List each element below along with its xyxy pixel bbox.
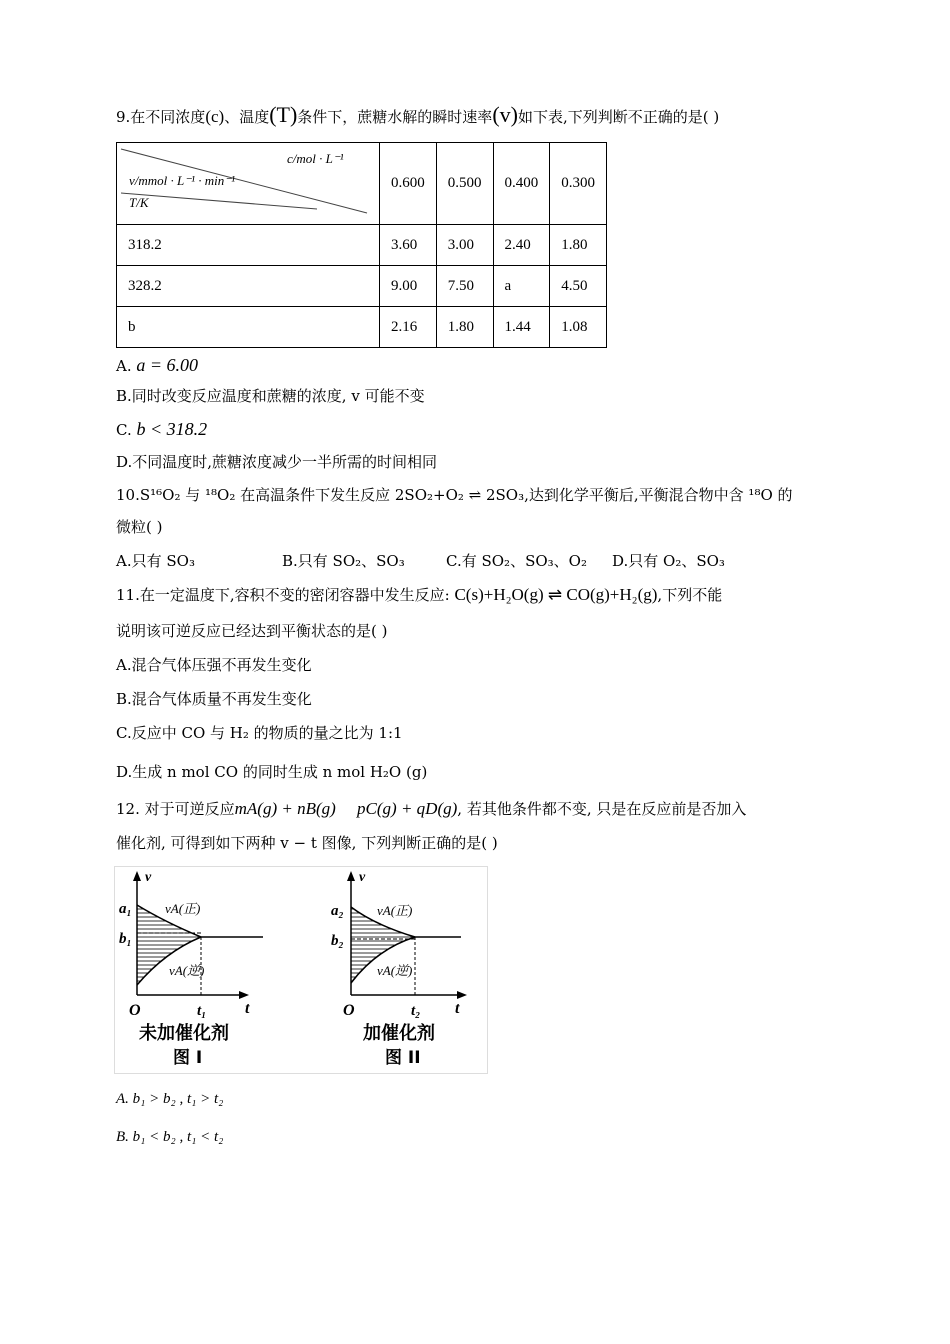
q12-stem-line1: 12. 对于可逆反应mA(g) + nB(g) pC(g) + qD(g), 若其他条件都不变, 只是在反应前是否加入 <box>116 799 747 818</box>
svg-text:vA(逆): vA(逆) <box>377 963 413 978</box>
q12-equation: mA(g) + nB(g) pC(g) + qD(g) <box>234 799 458 818</box>
q10-stem-line1: 10.S¹⁶O₂ 与 ¹⁸O₂ 在高温条件下发生反应 2SO₂+O₂ ⇌ 2SO₃,达到化学平衡后,平衡混合物中含 ¹⁸O 的 <box>116 486 793 504</box>
table-row: b 2.16 1.80 1.44 1.08 <box>117 307 607 348</box>
q9-option-c: C. b < 318.2 <box>116 419 208 439</box>
q11-stem-line1: 11.在一定温度下,容积不变的密闭容器中发生反应: C(s)+H₂O(g) ⇌ CO(g)+H₂(g),下列不能 <box>116 585 723 604</box>
svg-text:v: v <box>359 870 366 885</box>
header-T: T/K <box>129 195 149 210</box>
q12-option-a: A. b₁ > b₂ , t₁ > t₂ <box>116 1091 224 1107</box>
svg-text:图 I: 图 I <box>173 1048 203 1068</box>
svg-text:t: t <box>245 1000 250 1017</box>
svg-text:b₁: b₁ <box>119 931 132 947</box>
svg-text:未加催化剂: 未加催化剂 <box>139 1023 229 1044</box>
svg-text:t₂: t₂ <box>411 1003 421 1019</box>
graph-1 <box>119 870 263 1068</box>
vt-figure <box>114 866 488 1074</box>
svg-text:v: v <box>145 870 152 885</box>
table-row: 328.2 9.00 7.50 a 4.50 <box>117 266 607 307</box>
svg-text:O: O <box>343 1002 355 1019</box>
svg-text:vA(正): vA(正) <box>165 901 201 916</box>
svg-text:O: O <box>129 1002 141 1019</box>
svg-text:a₁: a₁ <box>119 901 132 917</box>
q12-stem-line2: 催化剂, 可得到如下两种 v − t 图像, 下列判断正确的是( ) <box>116 834 498 852</box>
svg-text:t: t <box>455 1000 460 1017</box>
svg-text:b₂: b₂ <box>331 933 344 949</box>
q10-option-a: A.只有 SO₃ <box>116 552 195 570</box>
svg-text:a₂: a₂ <box>331 903 344 919</box>
q11-option-d: D.生成 n mol CO 的同时生成 n mol H₂O (g) <box>116 763 428 781</box>
conc-0: 0.600 <box>380 143 437 225</box>
q9-option-b: B.同时改变反应温度和蔗糖的浓度, v 可能不变 <box>116 387 425 405</box>
header-v: v/mmol · L⁻¹ · min⁻¹ <box>129 173 236 188</box>
q10-option-c: C.有 SO₂、SO₃、O₂ <box>446 552 587 570</box>
graph-2 <box>331 870 467 1068</box>
svg-text:vA(逆): vA(逆) <box>169 963 205 978</box>
diagonal-header-cell <box>117 143 380 225</box>
q12-option-b: B. b₁ < b₂ , t₁ < t₂ <box>116 1129 224 1145</box>
q11-equation: C(s)+H₂O(g) ⇌ CO(g)+H₂(g) <box>454 585 658 604</box>
q9-option-a: A. a = 6.00 <box>116 355 199 375</box>
q10-option-b: B.只有 SO₂、SO₃ <box>282 552 405 570</box>
table-row: 318.2 3.60 3.00 2.40 1.80 <box>117 225 607 266</box>
diagonal-header <box>117 143 379 219</box>
svg-text:图 II: 图 II <box>385 1048 421 1068</box>
rate-table <box>116 142 607 348</box>
q10-option-d: D.只有 O₂、SO₃ <box>612 552 725 570</box>
svg-text:t₁: t₁ <box>197 1003 207 1019</box>
table-header-row <box>117 143 607 225</box>
q9-option-d: D.不同温度时,蔗糖浓度减少一半所需的时间相同 <box>116 453 438 471</box>
q11-stem-line2: 说明该可逆反应已经达到平衡状态的是( ) <box>116 622 388 640</box>
vt-graphs <box>115 867 487 1073</box>
q9-stem: 9.在不同浓度(c)、温度(T)条件下，蔗糖水解的瞬时速率(v)如下表,下列判断不正确的是( ) <box>116 102 720 127</box>
q11-option-c: C.反应中 CO 与 H₂ 的物质的量之比为 1:1 <box>116 724 403 742</box>
conc-2: 0.400 <box>493 143 550 225</box>
conc-1: 0.500 <box>436 143 493 225</box>
q11-option-a: A.混合气体压强不再发生变化 <box>116 656 312 674</box>
q11-option-b: B.混合气体质量不再发生变化 <box>116 690 312 708</box>
header-c: c/mol · L⁻¹ <box>287 151 344 166</box>
q10-stem-line2: 微粒( ) <box>116 518 163 536</box>
conc-3: 0.300 <box>550 143 607 225</box>
svg-text:加催化剂: 加催化剂 <box>363 1023 435 1044</box>
svg-text:vA(正): vA(正) <box>377 903 413 918</box>
